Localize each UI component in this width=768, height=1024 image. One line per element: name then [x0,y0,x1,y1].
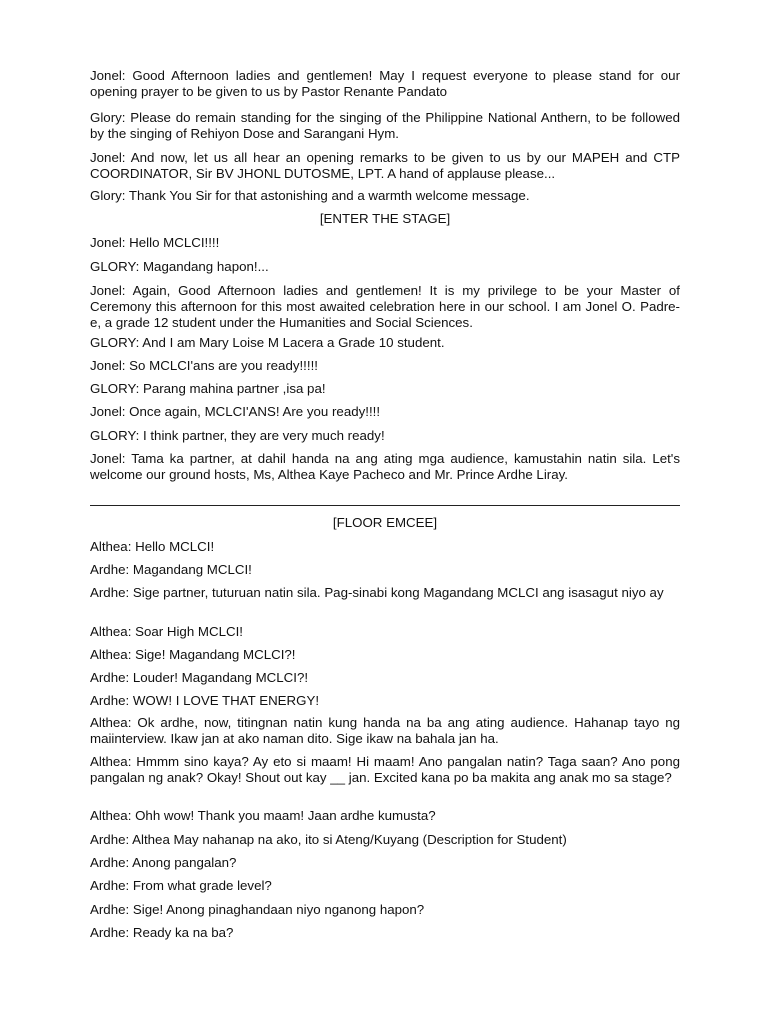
heading-enter-the-stage: [ENTER THE STAGE] [319,211,451,226]
paragraph-glory-introduction: GLORY: And I am Mary Loise M Lacera a Grade 10 student. [90,335,445,350]
paragraph-ardhe-tuturuan: Ardhe: Sige partner, tuturuan natin sila. Pag-sinabi kong Magandang MCLCI ang isasagut niyo ay [90,585,664,600]
paragraph-ardhe-pangalan: Ardhe: Anong pangalan? [90,855,237,870]
paragraph-althea-sige: Althea: Sige! Magandang MCLCI?! [90,647,296,662]
paragraph-ardhe-energy: Ardhe: WOW! I LOVE THAT ENERGY! [90,693,320,708]
heading-floor-emcee: [FLOOR EMCEE] [332,515,438,530]
paragraph-glory-anthem: Glory: Please do remain standing for the singing of the Philippine National Anthern, to be followed by the singing of Rehiyon Dose and Sarangani Hym. [90,110,680,141]
paragraph-ardhe-ready: Ardhe: Ready ka na ba? [90,925,234,940]
paragraph-althea-audience: Althea: Ok ardhe, now, titingnan natin kung handa na ba ang ating audience. Hahanap tayo ng maiinterview. Ikaw jan at ako naman dito. Sige ikaw na bahala jan ha. [90,715,680,746]
section-divider [90,505,680,506]
paragraph-jonel-hello: Jonel: Hello MCLCI!!!! [90,235,220,250]
paragraph-jonel-opening-remarks: Jonel: And now, let us all hear an opening remarks to be given to us by our MAPEH and CTP COORDINATOR, Sir BV JHONL DUTOSME, LPT. A hand of applause please... [90,150,680,181]
paragraph-ardhe-louder: Ardhe: Louder! Magandang MCLCI?! [90,670,309,685]
paragraph-ardhe-magandang: Ardhe: Magandang MCLCI! [90,562,252,577]
paragraph-ardhe-nahanap: Ardhe: Althea May nahanap na ako, ito si Ateng/Kuyang (Description for Student) [90,832,567,847]
paragraph-jonel-ground-hosts: Jonel: Tama ka partner, at dahil handa na ang ating mga audience, kamustahin natin sila. Let's welcome our ground hosts, Ms, Althea Kaye Pacheco and Mr. Prince Ardhe Liray. [90,451,680,482]
paragraph-althea-thank-you: Althea: Ohh wow! Thank you maam! Jaan ardhe kumusta? [90,808,436,823]
paragraph-althea-hello: Althea: Hello MCLCI! [90,539,215,554]
paragraph-althea-interview: Althea: Hmmm sino kaya? Ay eto si maam! Hi maam! Ano pangalan natin? Taga saan? Ano pong pangalan ng anak? Okay! Shout out kay __ jan. Excited kana po ba makita ang anak mo sa stage? [90,754,680,785]
paragraph-jonel-are-you-ready: Jonel: So MCLCI'ans are you ready!!!!! [90,358,318,373]
paragraph-ardhe-grade-level: Ardhe: From what grade level? [90,878,272,893]
paragraph-althea-soar-high: Althea: Soar High MCLCI! [90,624,243,639]
paragraph-jonel-opening-prayer: Jonel: Good Afternoon ladies and gentlemen! May I request everyone to please stand for our opening prayer to be given to us by Pastor Renante Pandato [90,68,680,99]
paragraph-glory-very-much-ready: GLORY: I think partner, they are very much ready! [90,428,385,443]
paragraph-glory-thank-you: Glory: Thank You Sir for that astonishing and a warmth welcome message. [90,188,530,203]
paragraph-glory-magandang-hapon: GLORY: Magandang hapon!... [90,259,269,274]
paragraph-jonel-introduction: Jonel: Again, Good Afternoon ladies and gentlemen! It is my privilege to be your Master of Ceremony this afternoon for this most awaited celebration here in our school. I am Jonel O. Padre-e, a grade 12 student under the Humanities and Social Sciences. [90,283,680,330]
paragraph-ardhe-pinaghandaan: Ardhe: Sige! Anong pinaghandaan niyo nganong hapon? [90,902,425,917]
paragraph-glory-isa-pa: GLORY: Parang mahina partner ,isa pa! [90,381,326,396]
paragraph-jonel-once-again: Jonel: Once again, MCLCI'ANS! Are you ready!!!! [90,404,381,419]
